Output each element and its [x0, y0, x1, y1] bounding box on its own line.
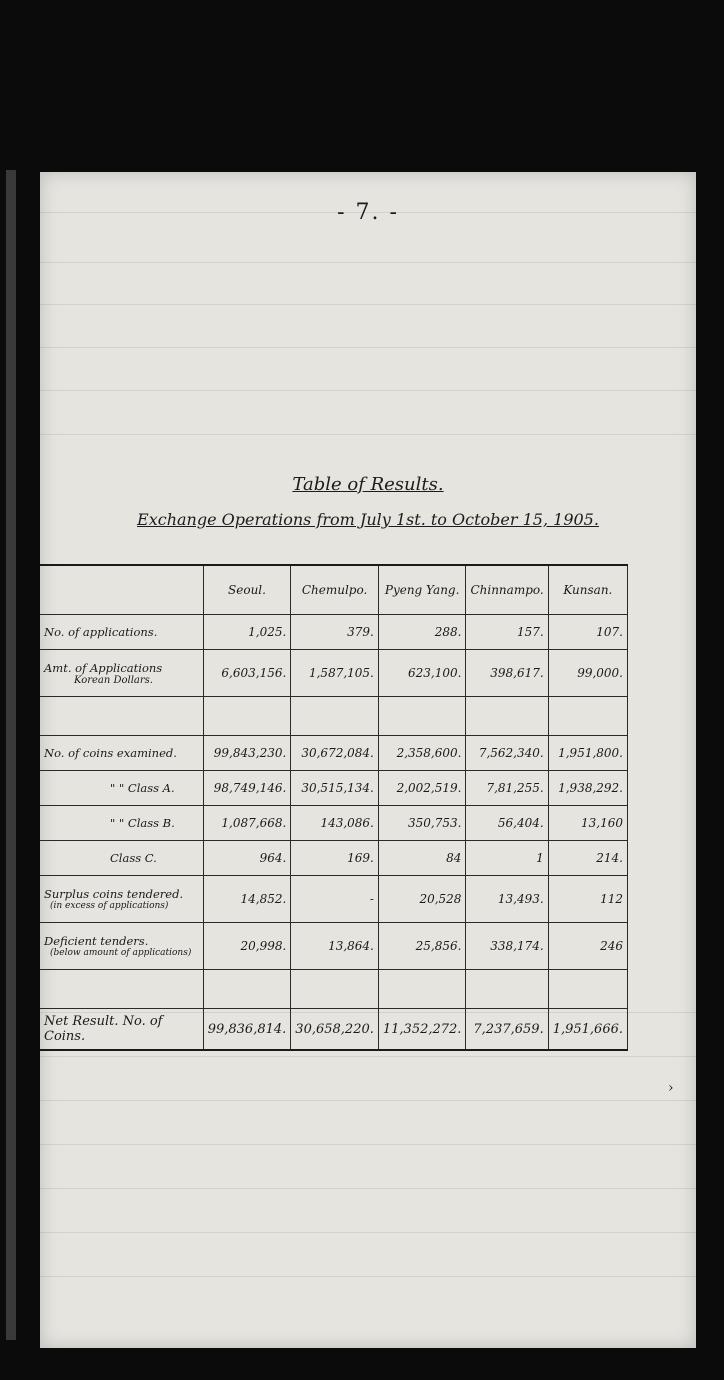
row-label: " " Class B. — [40, 806, 203, 841]
row-label-sub: (below amount of applications) — [50, 948, 192, 958]
table-cell: 6,603,156. — [203, 650, 291, 697]
table-spacer-row — [40, 970, 628, 1009]
row-label: " " Class A. — [40, 771, 203, 806]
table-cell: 288. — [378, 615, 466, 650]
page-number: - 7. - — [337, 200, 399, 225]
table-cell: 350,753. — [378, 806, 466, 841]
table-cell: 246 — [548, 923, 627, 970]
ruled-line — [40, 262, 696, 263]
row-label — [40, 923, 203, 970]
table-cell: 169. — [291, 841, 379, 876]
table-cell: 13,160 — [548, 806, 627, 841]
table-cell — [291, 970, 379, 1009]
row-label: No. of coins examined. — [40, 736, 203, 771]
table-cell — [203, 970, 291, 1009]
table-row — [40, 771, 628, 806]
row-label-sub: Korean Dollars. — [74, 674, 153, 686]
table-cell — [40, 970, 203, 1009]
table-cell: 98,749,146. — [203, 771, 291, 806]
table-cell: 112 — [548, 876, 627, 923]
table-cell: 1 — [466, 841, 548, 876]
table-cell: 1,087,668. — [203, 806, 291, 841]
table-cell: 398,617. — [466, 650, 548, 697]
row-label-main: Deficient tenders. — [44, 934, 149, 948]
row-label — [40, 876, 203, 923]
table-cell: 214. — [548, 841, 627, 876]
table-cell — [203, 697, 291, 736]
table-cell: 20,998. — [203, 923, 291, 970]
ruled-line — [40, 1232, 696, 1233]
table-cell: 338,174. — [466, 923, 548, 970]
table-cell: 7,237,659. — [466, 1009, 548, 1051]
row-label-sub: (in excess of applications) — [50, 901, 169, 911]
table-cell: 143,086. — [291, 806, 379, 841]
table-cell: 1,951,800. — [548, 736, 627, 771]
table-row — [40, 615, 628, 650]
table-cell — [378, 697, 466, 736]
ruled-line — [40, 1188, 696, 1189]
column-header: Pyeng Yang. — [378, 565, 466, 615]
table-cell: 13,493. — [466, 876, 548, 923]
row-label-main: Surplus coins tendered. — [44, 887, 184, 901]
table-header-row — [40, 565, 628, 615]
table-cell: 56,404. — [466, 806, 548, 841]
column-header: Chemulpo. — [291, 565, 379, 615]
table-cell: 99,843,230. — [203, 736, 291, 771]
table-cell: 964. — [203, 841, 291, 876]
column-header: Chinnampo. — [466, 565, 548, 615]
table-cell: 157. — [466, 615, 548, 650]
table-cell — [548, 697, 627, 736]
ruled-line — [40, 1144, 696, 1145]
table-row — [40, 806, 628, 841]
document-page — [40, 172, 696, 1348]
table-cell: 2,358,600. — [378, 736, 466, 771]
row-label: Class C. — [40, 841, 203, 876]
table-cell: 1,587,105. — [291, 650, 379, 697]
table-cell: 14,852. — [203, 876, 291, 923]
table-row — [40, 923, 628, 970]
binding-edge — [6, 170, 16, 1340]
table-cell — [548, 970, 627, 1009]
table-cell — [466, 697, 548, 736]
table-cell — [378, 970, 466, 1009]
table-row — [40, 736, 628, 771]
table-cell: 30,672,084. — [291, 736, 379, 771]
ruled-line — [40, 434, 696, 435]
row-label: No. of applications. — [40, 615, 203, 650]
table-cell: 1,938,292. — [548, 771, 627, 806]
table-cell: - — [291, 876, 379, 923]
table-cell: 107. — [548, 615, 627, 650]
table-cell: 84 — [378, 841, 466, 876]
table-cell: 7,81,255. — [466, 771, 548, 806]
column-header: Kunsan. — [548, 565, 627, 615]
net-result-row — [40, 1009, 628, 1051]
page-title: Table of Results. — [292, 474, 444, 495]
results-table — [40, 564, 628, 1051]
header-label-cell — [40, 565, 203, 615]
table-spacer-row — [40, 697, 628, 736]
table-cell: 99,836,814. — [203, 1009, 291, 1051]
ruled-line — [40, 1100, 696, 1101]
row-label — [40, 650, 203, 697]
margin-tick-mark: › — [668, 1080, 674, 1096]
table-cell: 11,352,272. — [378, 1009, 466, 1051]
row-label-main: Amt. of Applications — [44, 660, 163, 675]
table-cell — [291, 697, 379, 736]
table-row — [40, 876, 628, 923]
table-cell: 99,000. — [548, 650, 627, 697]
table-cell: 2,002,519. — [378, 771, 466, 806]
ruled-line — [40, 1276, 696, 1277]
table-row — [40, 841, 628, 876]
table-cell: 30,515,134. — [291, 771, 379, 806]
table-cell: 20,528 — [378, 876, 466, 923]
table-cell: 1,025. — [203, 615, 291, 650]
table-cell: 13,864. — [291, 923, 379, 970]
table-cell: 379. — [291, 615, 379, 650]
column-header: Seoul. — [203, 565, 291, 615]
page-subtitle: Exchange Operations from July 1st. to October 15, 1905. — [137, 510, 599, 529]
table-cell — [466, 970, 548, 1009]
table-cell: 7,562,340. — [466, 736, 548, 771]
table-cell: 30,658,220. — [291, 1009, 379, 1051]
ruled-line — [40, 390, 696, 391]
table-row — [40, 650, 628, 697]
table-cell: 1,951,666. — [548, 1009, 627, 1051]
row-label: Net Result. No. of Coins. — [40, 1009, 203, 1051]
table-cell — [40, 697, 203, 736]
table-cell: 623,100. — [378, 650, 466, 697]
ruled-line — [40, 1056, 696, 1057]
table-cell: 25,856. — [378, 923, 466, 970]
ruled-line — [40, 347, 696, 348]
ruled-line — [40, 304, 696, 305]
